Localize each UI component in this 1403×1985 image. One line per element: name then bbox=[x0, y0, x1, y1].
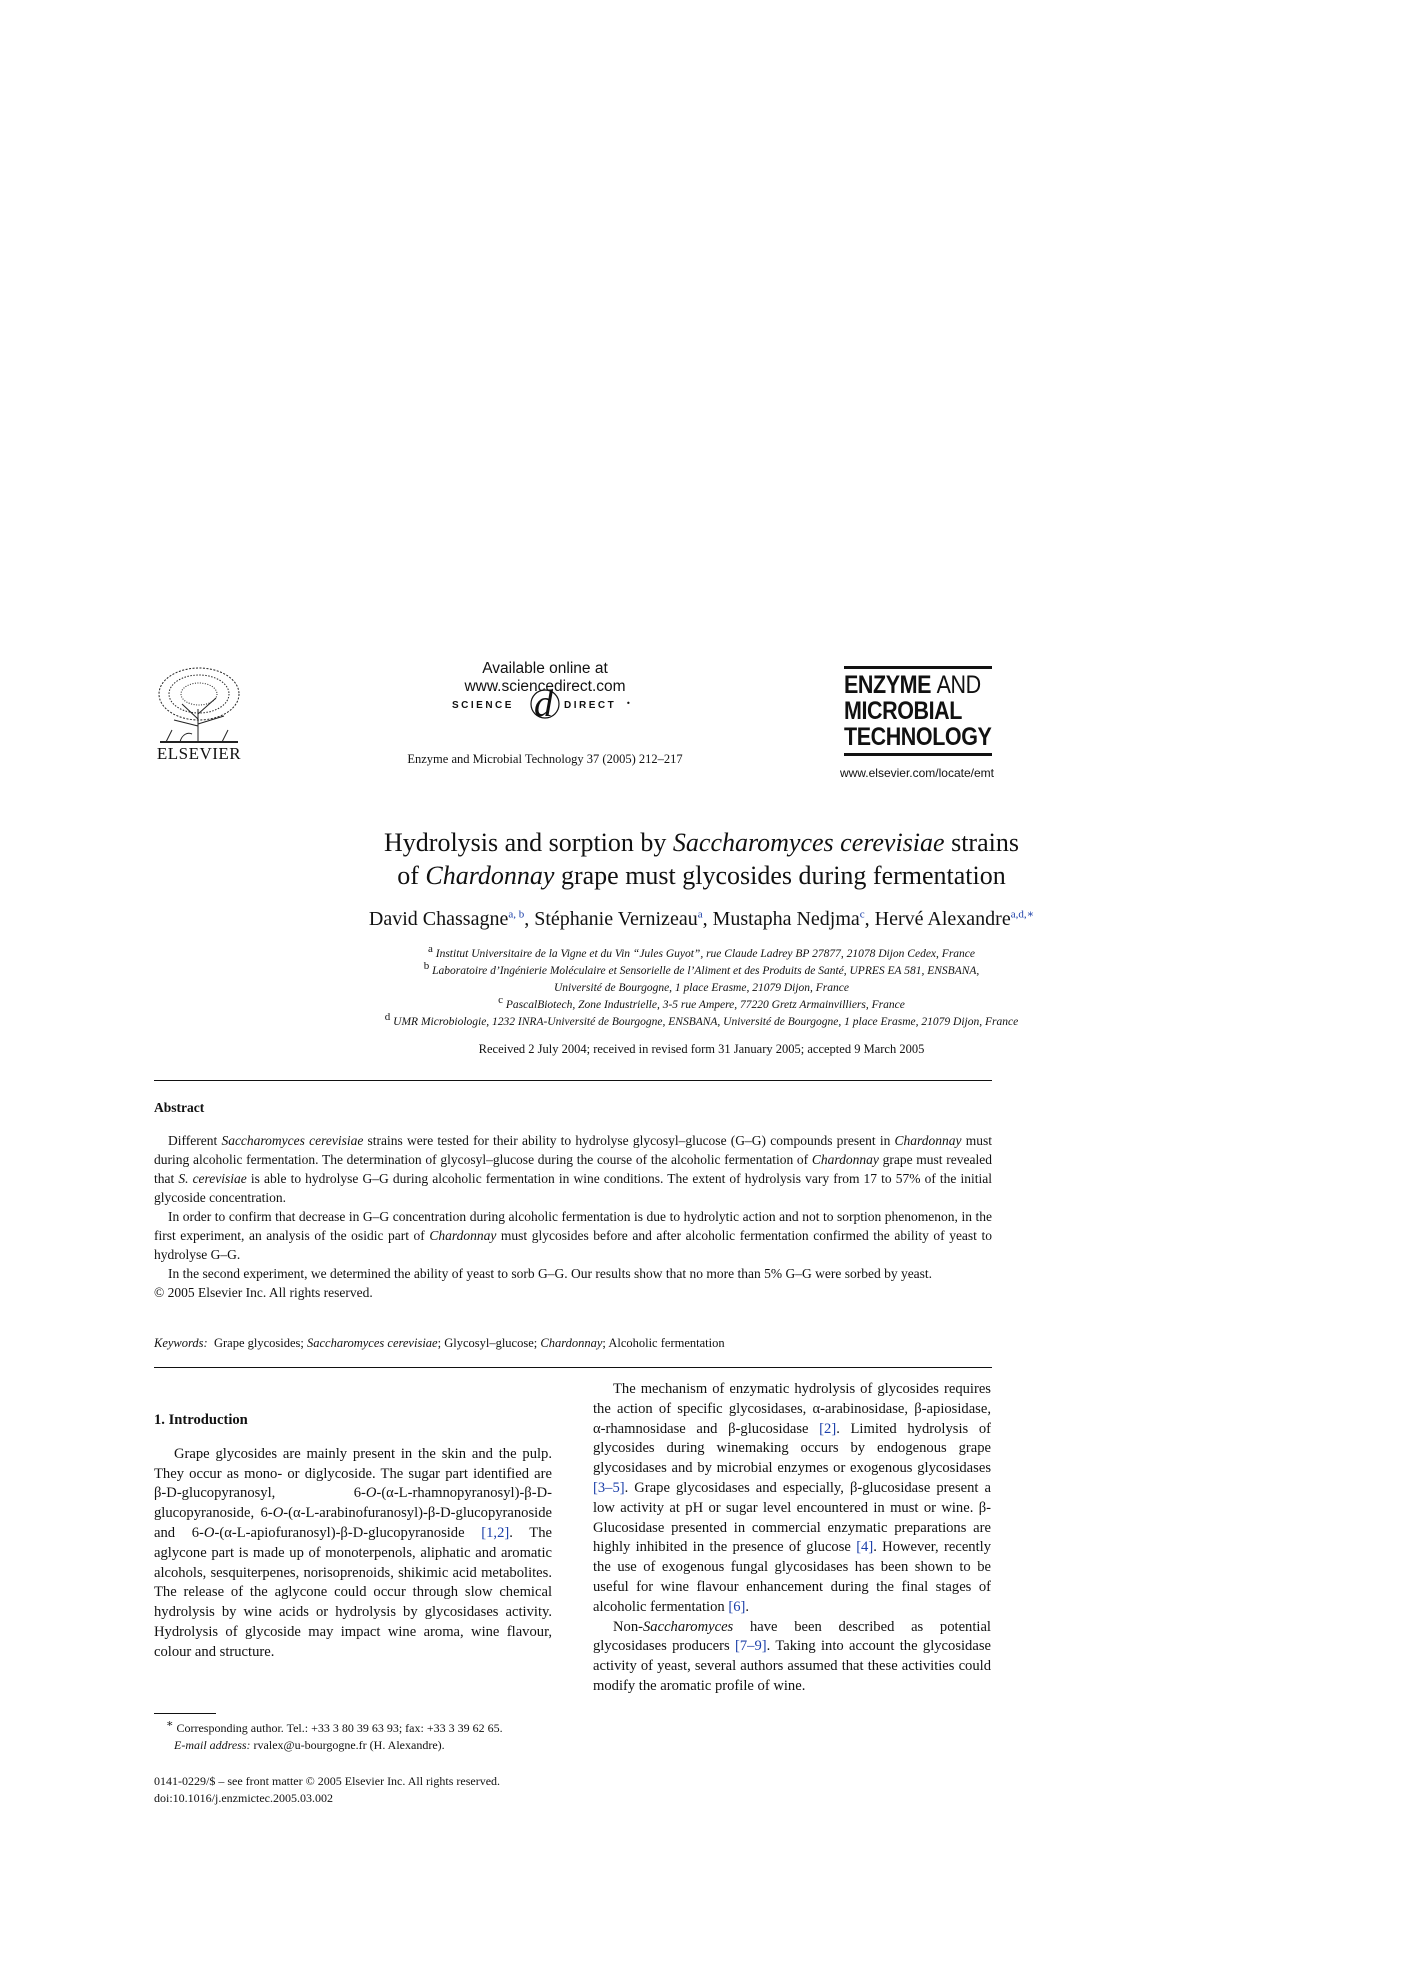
citation-link[interactable]: [4] bbox=[856, 1539, 874, 1556]
body-paragraph: Grape glycosides are mainly present in the skin and the pulp. They occur as mono- or diglycoside. The sugar part identified are β-D-glucopyranosyl, 6-O-(α-L-rhamnopyranosyl)-β-D-glucopyranoside, 6-O-(α-L-arabinofuranosyl)-β-D-glucopyranoside and 6-O-(α-L-apiofuranosyl)-β-D-glucopyranoside [1,2]. The aglycone part is made up of monoterpenols, aliphatic and aromatic alcohols, sesquiterpenes, norisoprenoids, shikimic acid metabolites. The release of the aglycone could occur through slow chemical hydrolysis by wine acids or hydrolysis by glycosidases activity. Hydrolysis of glycoside may impact wine aroma, wine flavour, colour and structure. bbox=[154, 1445, 552, 1660]
author-affiliation-mark[interactable]: a bbox=[697, 908, 703, 921]
journal-logo-line3: TECHNOLOGY bbox=[844, 723, 992, 751]
left-column bbox=[154, 1411, 552, 1663]
journal-url[interactable]: www.elsevier.com/locate/emt bbox=[839, 766, 994, 780]
author-list: David Chassagne$^{a, b}$, Stéphanie Vernizeau$^a$, Mustapha Nedjma$^c$, Hervé Alexandre$^{a,d,∗}$ bbox=[368, 908, 1035, 930]
author-name: Stéphanie Vernizeau bbox=[534, 908, 698, 930]
citation-link[interactable]: [1,2] bbox=[481, 1524, 510, 1541]
affiliation: d UMR Microbiologie, 1232 INRA-Université de Bourgogne, ENSBANA, Université de Bourgogne, 1 place Erasme, 21079 Dijon, France bbox=[384, 1011, 1019, 1028]
affiliation: c PascalBiotech, Zone Industrielle, 3-5 rue Ampere, 77220 Gretz Armainvilliers, France bbox=[498, 994, 905, 1011]
divider bbox=[154, 1367, 992, 1368]
abstract-paragraph: In the second experiment, we determined the ability of yeast to sorb G–G. Our results show that no more than 5% G–G were sorbed by yeast. bbox=[168, 1266, 933, 1281]
article-title: Hydrolysis and sorption by Saccharomyces cerevisiae strains of Chardonnay grape must glycosides during fermentation bbox=[384, 828, 1019, 890]
issn-info bbox=[154, 1773, 552, 1807]
journal-logo-line1: ENZYME AND bbox=[844, 671, 981, 699]
issn-line: 0141-0229/$ – see front matter © 2005 Elsevier Inc. All rights reserved. bbox=[154, 1774, 501, 1788]
journal-logo-bar bbox=[844, 666, 992, 669]
sciencedirect-d-icon: d bbox=[534, 683, 553, 722]
keywords-label: Keywords: bbox=[154, 1336, 208, 1350]
affiliation: Université de Bourgogne, 1 place Erasme, 21079 Dijon, France bbox=[553, 982, 849, 994]
affiliation: a Institut Universitaire de la Vigne et du Vin “Jules Guyot”, rue Claude Ladrey BP 27877, 21078 Dijon Cedex, France bbox=[427, 943, 975, 960]
abstract-paragraph: Different Saccharomyces cerevisiae strains were tested for their ability to hydrolyse glycosyl–glucose (G–G) compounds present in Chardonnay must during alcoholic fermentation. The determination of glycosyl–glucose during the course of the alcoholic fermentation of Chardonnay grape must revealed that S. cerevisiae is able to hydrolyse G–G during alcoholic fermentation in wine conditions. The extent of hydrolysis vary from 17 to 57% of the initial glycoside concentration. bbox=[154, 1133, 993, 1205]
section-heading: 1. Introduction bbox=[154, 1412, 248, 1428]
citation-link[interactable]: [6] bbox=[728, 1598, 746, 1615]
sciencedirect-logo bbox=[450, 682, 640, 722]
available-online-text: Available online at www.sciencedirect.com bbox=[464, 660, 626, 695]
author-name: Mustapha Nedjma bbox=[712, 908, 860, 930]
affiliation: b Laboratoire d’Ingénierie Moléculaire et Sensorielle de l’Aliment et des Produits de Santé, UPRES EA 581, ENSBANA, bbox=[423, 960, 980, 977]
received-dates: Received 2 July 2004; received in revised form 31 January 2005; accepted 9 March 2005 bbox=[478, 1042, 925, 1056]
publisher-name: ELSEVIER bbox=[156, 744, 242, 763]
email-link[interactable]: rvalex@u-bourgogne.fr (H. Alexandre). bbox=[253, 1738, 445, 1752]
doi-line[interactable]: doi:10.1016/j.enzmictec.2005.03.002 bbox=[154, 1791, 333, 1805]
keywords: Keywords: Grape glycosides; Saccharomyces cerevisiae; Glycosyl–glucose; Chardonnay; Alcoholic fermentation bbox=[154, 1336, 725, 1350]
abstract-paragraph: In order to confirm that decrease in G–G concentration during alcoholic fermentation is due to hydrolytic action and not to sorption phenomenon, in the first experiment, an analysis of the osidic part of Chardonnay must glycosides before and after alcoholic fermentation confirmed the ability of yeast to hydrolyse G–G. bbox=[154, 1209, 992, 1262]
author-name: Hervé Alexandre bbox=[874, 908, 1011, 930]
citation-link[interactable]: [3–5] bbox=[593, 1479, 625, 1496]
author-affiliation-mark[interactable]: a, b bbox=[508, 908, 525, 921]
abstract-heading: Abstract bbox=[154, 1100, 205, 1115]
author-affiliation-mark[interactable]: c bbox=[859, 908, 865, 921]
abstract-body bbox=[154, 1131, 992, 1302]
right-column bbox=[593, 1380, 991, 1697]
citation-link[interactable]: [7–9] bbox=[734, 1638, 767, 1655]
sciencedirect-right-text: DIRECT bbox=[564, 700, 617, 711]
author-name: David Chassagne bbox=[368, 908, 509, 930]
citation-link[interactable]: [2] bbox=[819, 1420, 837, 1437]
author-affiliation-mark[interactable]: a,d,∗ bbox=[1010, 908, 1035, 921]
sciencedirect-left-text: SCIENCE bbox=[452, 700, 514, 711]
footnote-divider bbox=[154, 1713, 216, 1714]
journal-citation: Enzyme and Microbial Technology 37 (2005) 212–217 bbox=[407, 752, 683, 766]
affiliation-list bbox=[150, 943, 1253, 1031]
svg-text:•: • bbox=[626, 699, 631, 708]
body-paragraph: The mechanism of enzymatic hydrolysis of glycosides requires the action of specific glycosidases, α-arabinosidase, β-apiosidase, α-rhamnosidase and β-glucosidase [2]. Limited hydrolysis of glycosides during winemaking occurs by endogenous grape glycosidases and by microbial enzymes or exogenous glycosidases [3–5]. Grape glycosidases and especially, β-glucosidase present a low activity at pH or sugar level encountered in must or wine. β-Glucosidase presented in commercial enzymatic preparations are highly inhibited in the presence of glucose [4]. However, recently the use of exogenous fungal glycosidases has been shown to be useful for wine flavour enhancement during the final stages of alcoholic fermentation [6]. bbox=[593, 1381, 991, 1615]
body-paragraph: Non-Saccharomyces have been described as potential glycosidases producers [7–9]. Taking into account the glycosidase activity of yeast, several authors assumed that these activities could modify the aromatic profile of wine. bbox=[593, 1618, 991, 1694]
divider bbox=[154, 1080, 992, 1081]
copyright: © 2005 Elsevier Inc. All rights reserved. bbox=[154, 1285, 373, 1300]
journal-logo-line2: MICROBIAL bbox=[844, 697, 962, 725]
journal-logo-bar-bottom bbox=[844, 753, 992, 756]
journal-logo bbox=[844, 663, 992, 759]
footnote: ∗ Corresponding author. Tel.: +33 3 80 39 63 93; fax: +33 3 39 62 65. E-mail address: rvalex@u-bourgogne.fr (H. Alexandre). bbox=[166, 1718, 503, 1752]
